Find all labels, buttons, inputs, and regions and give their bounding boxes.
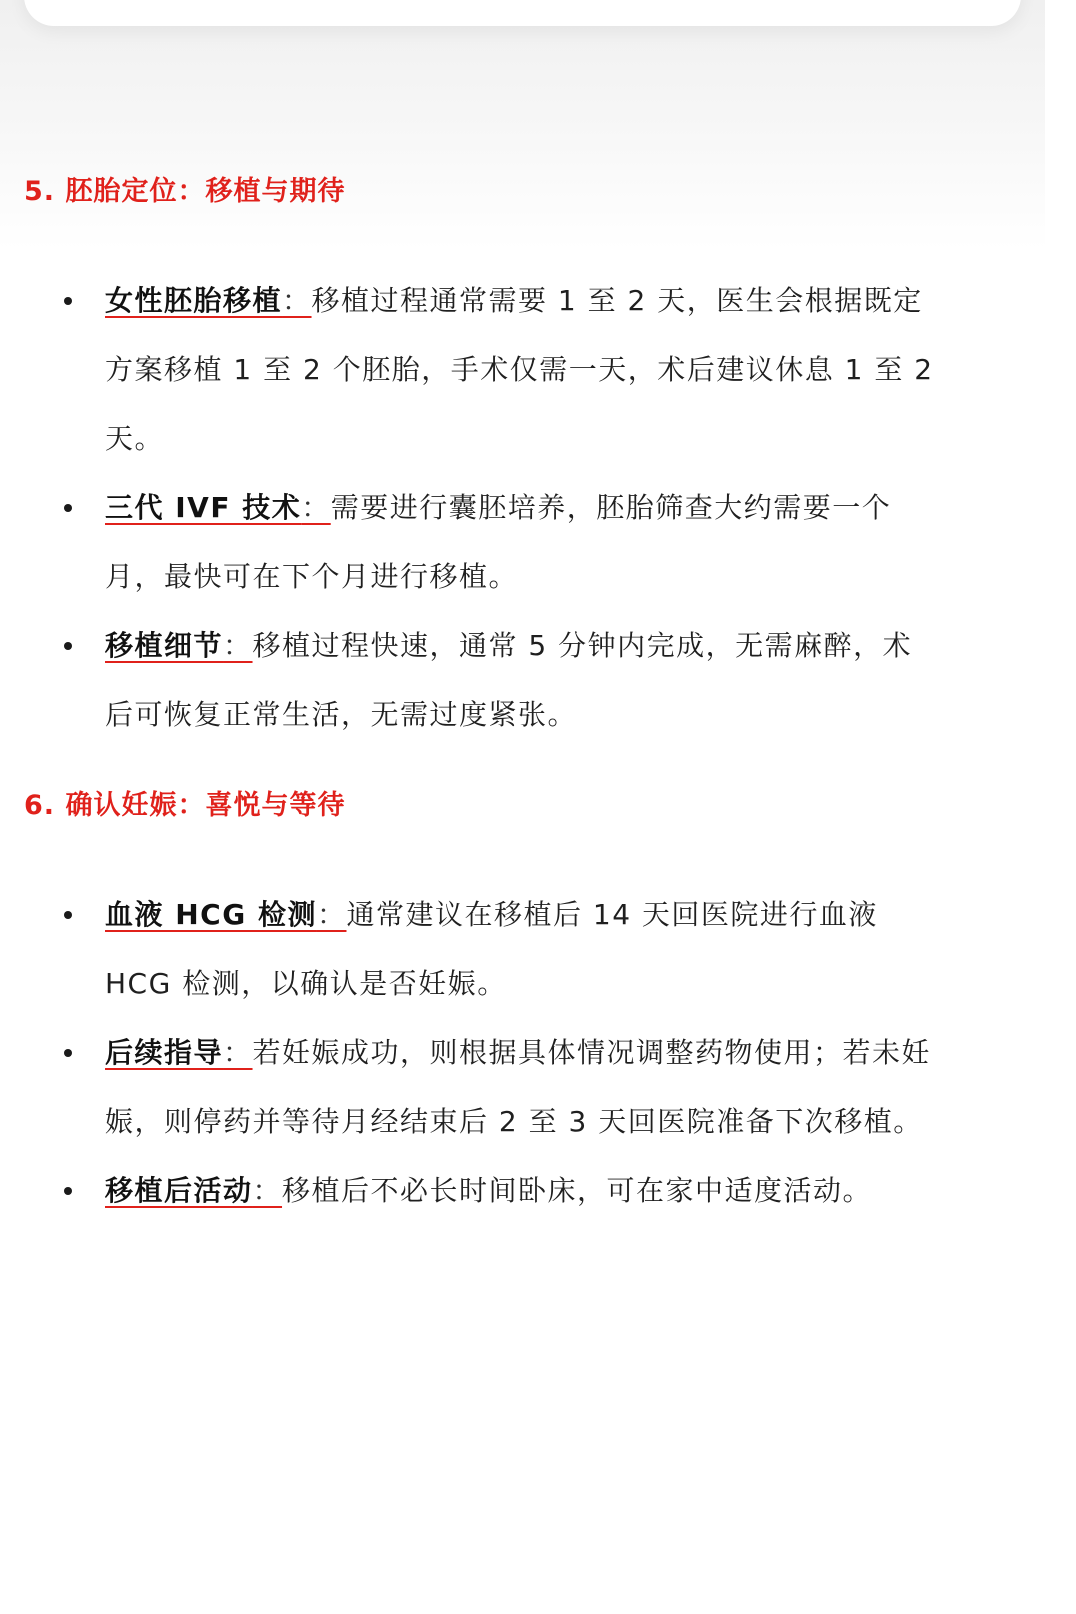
item-separator: ： [223,1036,253,1069]
list-item [0,266,940,473]
bullet-icon [64,297,72,305]
list-item [0,880,940,1018]
top-card-edge [24,0,1021,26]
bullet-icon [64,642,72,650]
bullet-icon [64,1049,72,1057]
top-background [0,0,1045,250]
item-text: 若妊娠成功，则根据具体情况调整药物使用；若未妊娠，则停药并等待月经结束后 2 至 3 天回医院准备下次移植。 [105,1036,932,1138]
item-text: 移植过程快速，通常 5 分钟内完成，无需麻醉，术后可恢复正常生活，无需过度紧张。 [105,629,913,731]
item-term: 移植后活动 [105,1174,253,1207]
item-term: 三代 IVF 技术 [105,491,302,524]
bullet-icon [64,911,72,919]
list-item [0,473,940,611]
bullet-icon [64,504,72,512]
item-separator: ： [223,629,253,662]
item-term: 血液 HCG 检测 [105,898,317,931]
item-text: 需要进行囊胚培养，胚胎筛查大约需要一个月，最快可在下个月进行移植。 [105,491,892,593]
section-6-heading: 6. 确认妊娠：喜悦与等待 [24,790,346,821]
item-separator: ： [301,491,331,524]
item-term: 女性胚胎移植 [105,284,283,317]
item-text: 移植过程通常需要 1 至 2 天，医生会根据既定方案移植 1 至 2 个胚胎，手术仅需一天，术后建议休息 1 至 2 天。 [105,284,934,455]
section-6-list [0,880,1045,1225]
item-text: 通常建议在移植后 14 天回医院进行血液 HCG 检测，以确认是否妊娠。 [105,898,878,1000]
item-separator: ： [282,284,312,317]
item-separator: ： [252,1174,283,1207]
item-term: 后续指导 [105,1036,224,1069]
section-5-list [0,266,1045,749]
bullet-icon [64,1187,72,1195]
list-item [0,1156,940,1225]
item-separator: ： [316,898,347,931]
item-term: 移植细节 [105,629,224,662]
list-item [0,611,940,749]
item-text: 移植后不必长时间卧床，可在家中适度活动。 [282,1174,873,1207]
list-item [0,1018,940,1156]
section-5-heading: 5. 胚胎定位：移植与期待 [24,176,346,207]
